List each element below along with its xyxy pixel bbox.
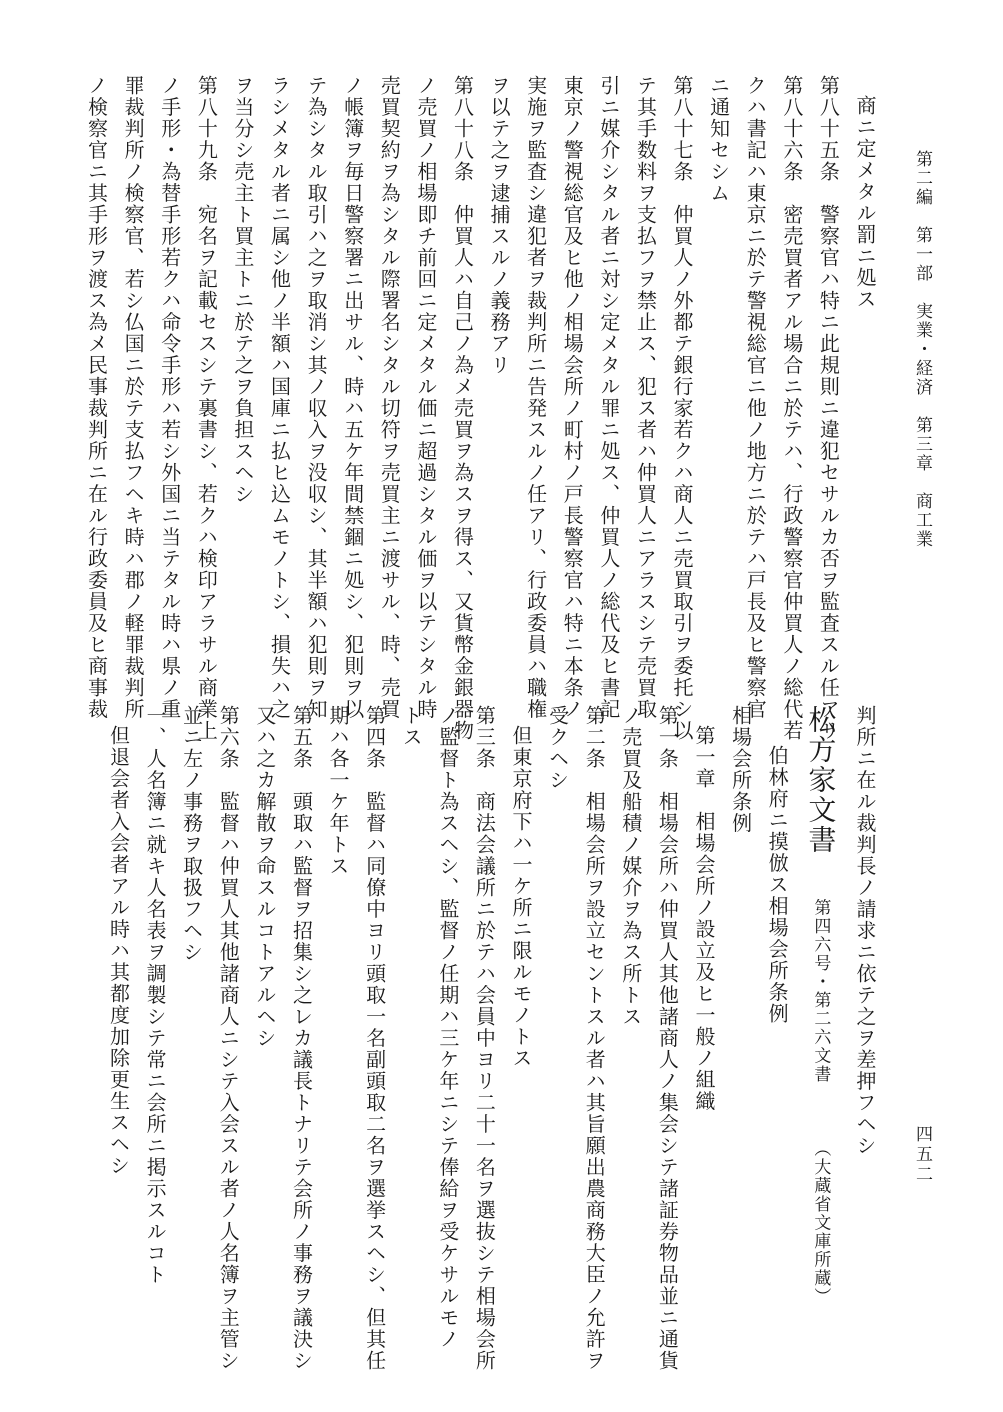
text-line: ヲ当分シ売主ト買主トニ於テ之ヲ負担スヘシ [230, 75, 255, 505]
subtitle-line: 伯林府ニ摸倣ス相場会所条例 [765, 745, 790, 1025]
text-line: 実施ヲ監査シ違犯者ヲ裁判所ニ告発スルノ任アリ、行政委員ハ職権 [523, 75, 548, 720]
text-line: 第四条 監督ハ同僚中ヨリ頭取一名副頭取二名ヲ選挙スヘシ、但其任 [362, 705, 387, 1372]
document-title-line [795, 705, 846, 1320]
document-source: （大蔵省文庫所蔵） [810, 1139, 831, 1306]
text-line: 又ハ之カ解散ヲ命スルコトアルヘシ [252, 705, 277, 1049]
page-number: 四五二 [912, 1125, 932, 1185]
text-line: ノ売買ノ相場即チ前回ニ定メタル価ニ超過シタル価ヲ以テシタル時 [413, 75, 438, 720]
text-line: ヲ以テ之ヲ逮捕スルノ義務アリ [487, 75, 512, 376]
lower-text-block [100, 705, 883, 1372]
text-line: 引ニ媒介シタル者ニ対シ定メタル罪ニ処ス、仲買人ノ総代及ヒ書記 [596, 75, 621, 720]
text-line: テ為シタル取引ハ之ヲ取消シ其ノ収入ヲ没収シ、其半額ハ犯則ヲ知 [304, 75, 329, 720]
text-line: テ其手数料ヲ支払フヲ禁止ス、犯ス者ハ仲買人ニアラスシテ売買取 [633, 75, 658, 720]
text-line: 期ハ各一ケ年トス [326, 705, 351, 877]
text-line: 第八十六条 密売買者アル場合ニ於テハ、行政警察官仲買人ノ総代若 [779, 75, 804, 742]
text-line: 受クヘシ [545, 705, 570, 791]
document-title: 松方家文書 [804, 705, 838, 855]
text-line: 但退会者入会者アル時ハ其都度加除更生スヘシ [106, 725, 131, 1177]
text-line: 第二条 相場会所ヲ設立セントスル者ハ其旨願出農商務大臣ノ允許ヲ [582, 705, 607, 1372]
text-line: 罪裁判所ノ検察官、若シ仏国ニ於テ支払フヘキ時ハ郡ノ軽罪裁判所 [121, 75, 146, 720]
text-line: ラシメタル者ニ属シ他ノ半額ハ国庫ニ払ヒ込ムモノトシ、損失ハ之 [267, 75, 292, 720]
subtitle-line: 相場会所条例 [728, 705, 753, 834]
text-line: クハ書記ハ東京ニ於テ警視総官ニ他ノ地方ニ於テハ戸長及ヒ警察官 [743, 75, 768, 720]
text-line: 第八十五条 警察官ハ特ニ此規則ニ違犯セサルカ否ヲ監査スル任アリ [816, 75, 841, 742]
text-line: 判所ニ在ル裁判長ノ請求ニ依テ之ヲ差押フヘシ [853, 705, 877, 1157]
text-line: 東京ノ警視総官及ヒ他ノ相場会所ノ町村ノ戸長警察官ハ特ニ本条ノ [560, 75, 585, 720]
chapter-heading: 第一章 相場会所ノ設立及ヒ一般ノ組織 [691, 725, 716, 1112]
text-line: ニ通知セシム [706, 75, 731, 204]
text-line: 商ニ定メタル罰ニ処ス [853, 95, 877, 310]
text-line: 第八十八条 仲買人ハ自己ノ為メ売買ヲ為スヲ得ス、又貨幣金銀器物 [450, 75, 475, 742]
text-line: ノ監督ト為スヘシ、監督ノ任期ハ三ケ年ニシテ俸給ヲ受ケサルモノ [435, 705, 460, 1350]
text-line: 並ニ左ノ事務ヲ取扱フヘシ [179, 705, 204, 963]
text-line: トス [399, 705, 424, 748]
text-line: 売買契約ヲ為シタル際署名シタル切符ヲ売買主ニ渡サル、時、売買 [377, 75, 402, 720]
text-line: 第一条 相場会所ハ仲買人其他諸商人ノ集会シテ諸証券物品並ニ通貨 [655, 705, 680, 1372]
running-header: 第二編 第一部 実業・経済 第三章 商工業 [912, 150, 932, 549]
text-line: 一、人名簿ニ就キ人名表ヲ調製シテ常ニ会所ニ掲示スルコト [143, 705, 168, 1286]
text-line: ノ帳簿ヲ毎日警察署ニ出サル、時ハ五ケ年間禁錮ニ処シ、犯則ヲ以 [340, 75, 365, 720]
document-number: 第四六号・第二六文書 [810, 898, 831, 1084]
text-line: ノ売買及船積ノ媒介ヲ為ス所トス [618, 705, 643, 1028]
text-line: 但東京府下ハ一ケ所ニ限ルモノトス [509, 725, 534, 1069]
text-line: 第五条 頭取ハ監督ヲ招集シ之レカ議長トナリテ会所ノ事務ヲ議決シ [289, 705, 314, 1372]
text-line: ノ手形・為替手形若クハ命令手形ハ若シ外国ニ当テタル時ハ県ノ重 [157, 75, 182, 720]
text-line: 第六条 監督ハ仲買人其他諸商人ニシテ入会スル者ノ人名簿ヲ主管シ [216, 705, 241, 1372]
text-line: 第八十九条 宛名ヲ記載セスシテ裏書シ、若クハ検印アラサル商業上 [194, 75, 219, 742]
text-line: ノ検察官ニ其手形ヲ渡ス為メ民事裁判所ニ在ル行政委員及ヒ商事裁 [84, 75, 109, 720]
text-line: 第三条 商法会議所ニ於テハ会員中ヨリ二十一名ヲ選抜シテ相場会所 [472, 705, 497, 1372]
text-line: 第八十七条 仲買人ノ外都テ銀行家若クハ商人ニ売買取引ヲ委托シ以 [670, 75, 695, 742]
